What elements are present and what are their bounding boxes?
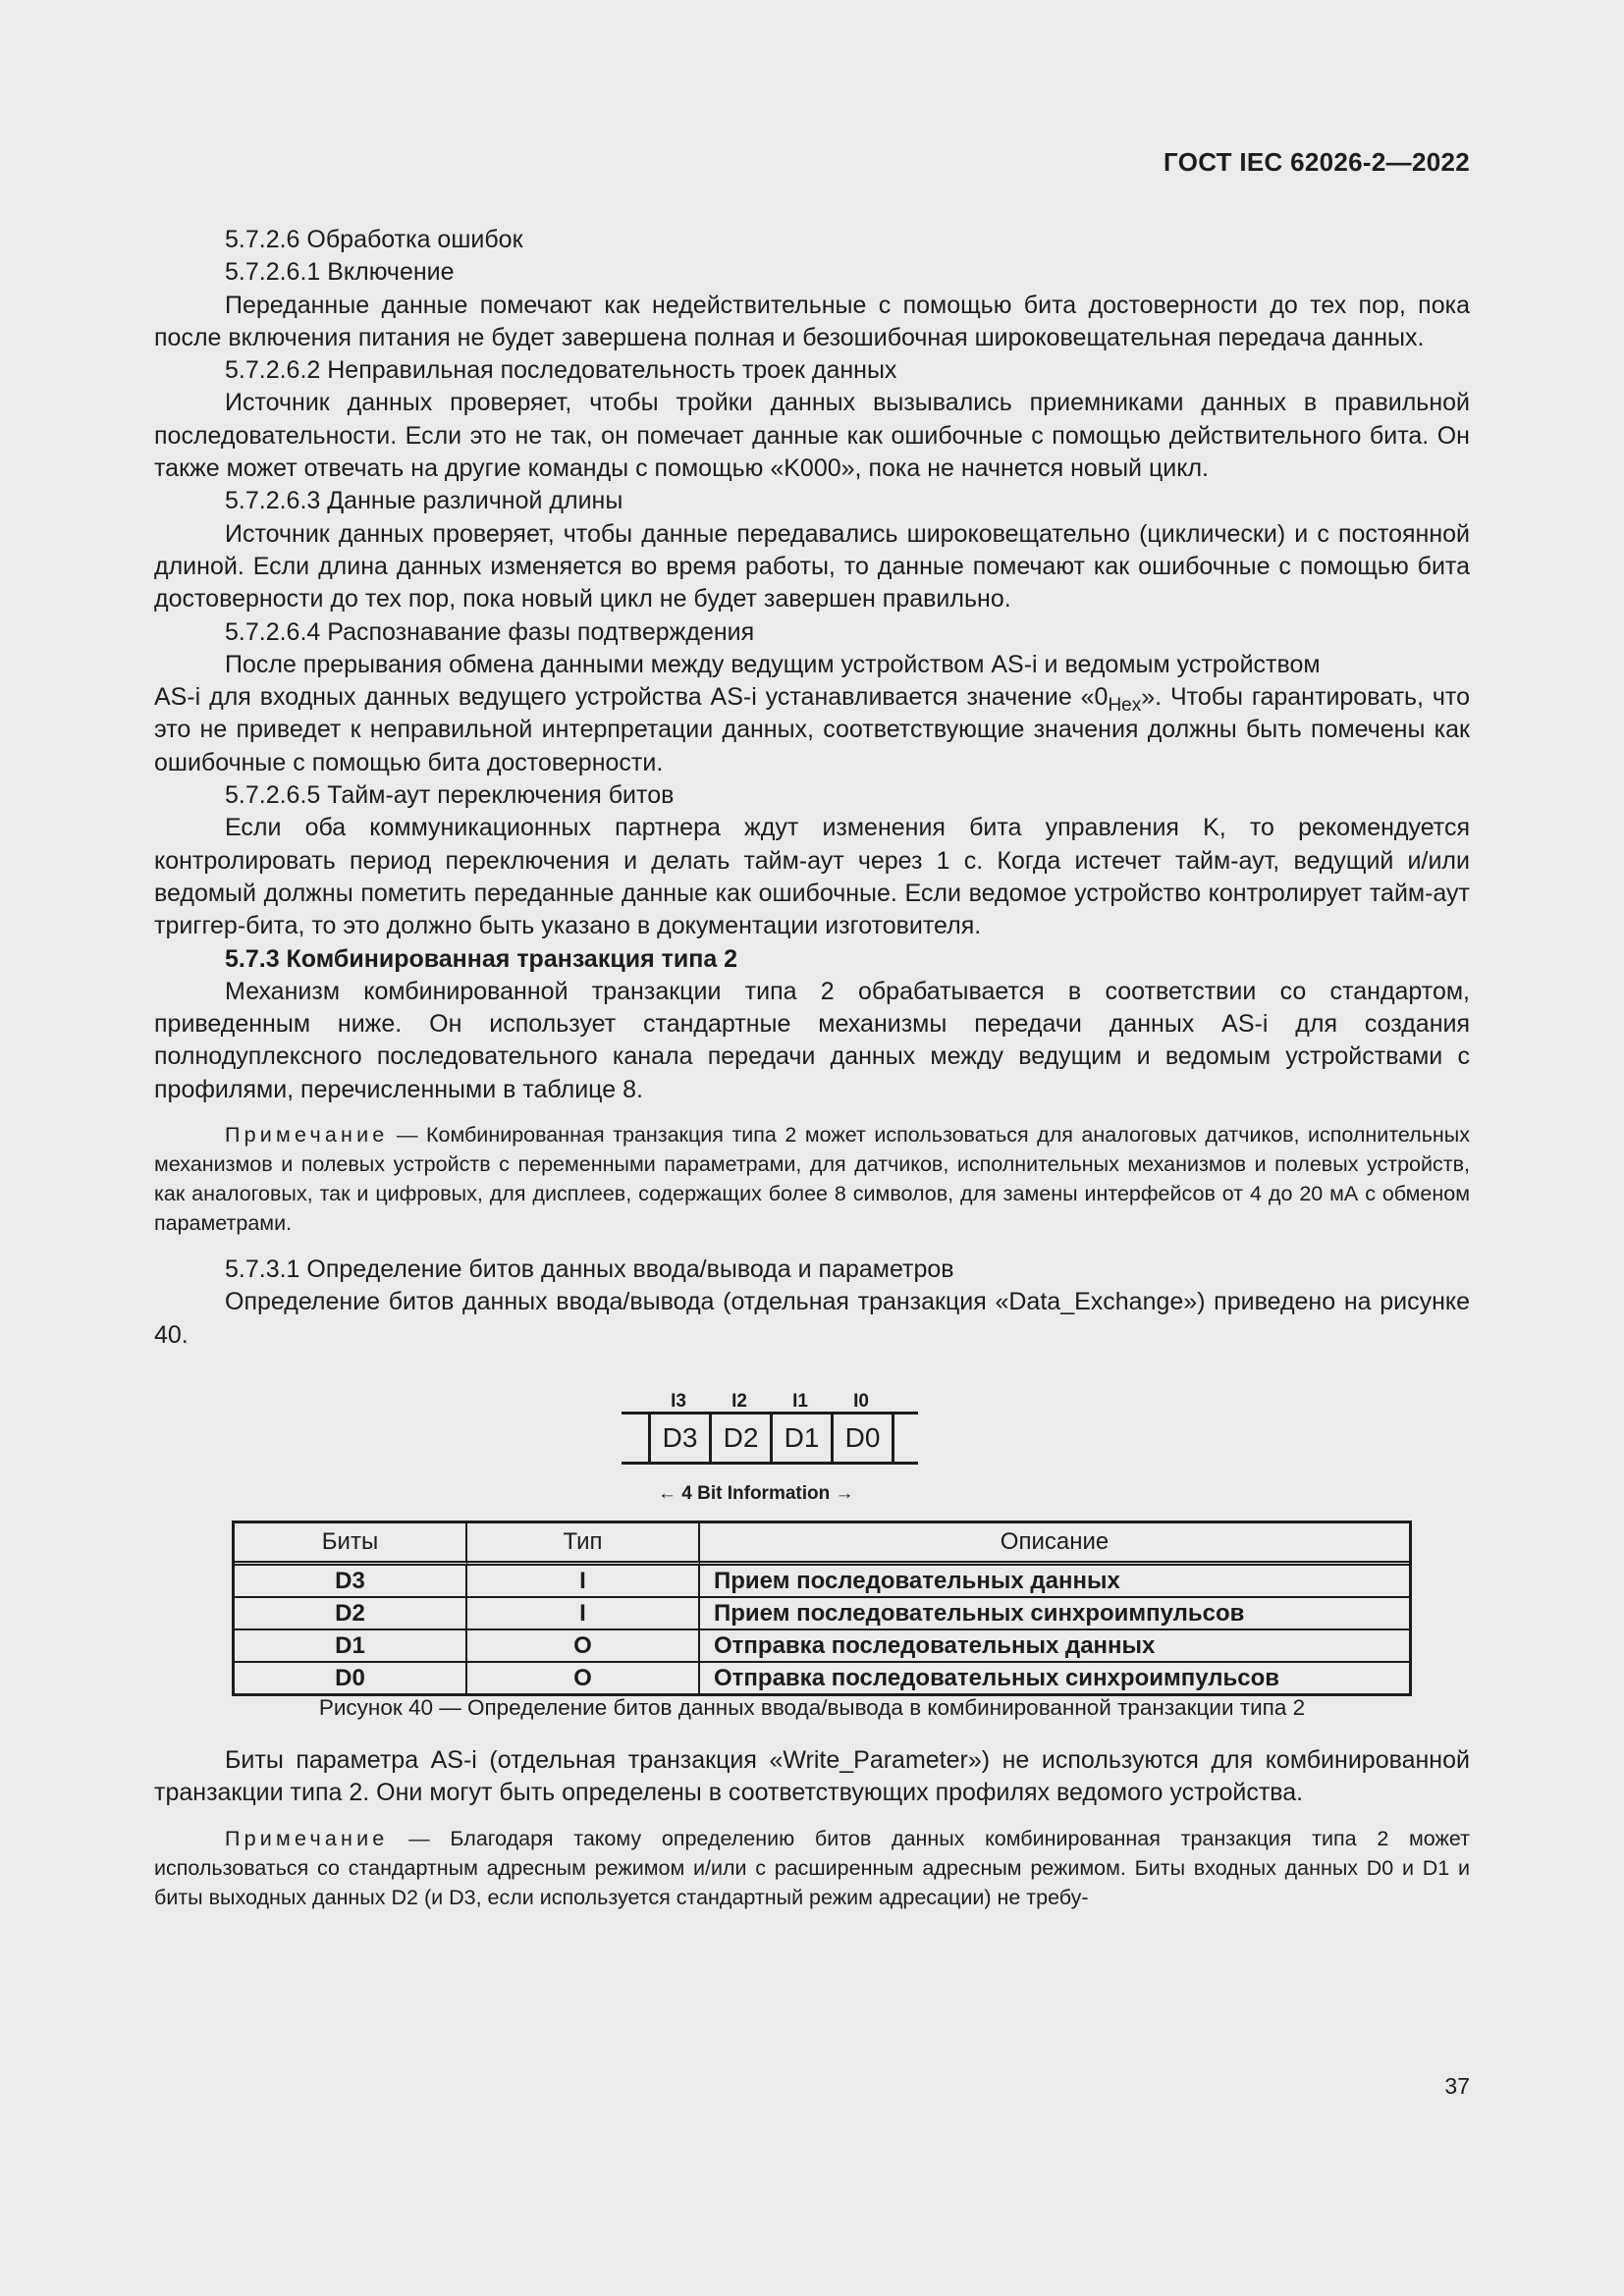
bit-label: I1 [792,1390,808,1412]
table-row [235,1663,1409,1693]
note-text: — Комбинированная транзакция типа 2 может использоваться для аналоговых датчиков, исполнительных механизмов и полевых устройств с переменными параметрами, для датчиков, исполнительных механизмов и полевых устройств, как аналоговых, так и цифровых, для дисплеев, содержащих более 8 символов, для замены интерфейсов от 4 до 20 мА с обменом параметрами. [154,1123,1470,1236]
cell-type: O [467,1663,700,1693]
cell-desc: Прием последовательных данных [700,1566,1409,1598]
paragraph-text: AS-i для входных данных ведущего устройства AS-i устанавливается значение «0 [154,683,1109,712]
frame-line [892,1415,894,1462]
paragraph: Если оба коммуникационных партнера ждут изменения бита управления K, то рекомендуется контролировать период переключения и делать тайм-аут через 1 с. Когда истечет тайм-аут, ведущий и/или ведомый должны пометить переданные данные как ошибочные. Если ведомое устройство контролирует тайм-аут триггер-бита, то это должно быть указано в документации изготовителя. [154,814,1470,940]
bit-diagram [154,1371,1470,1504]
bit-cell: D0 [831,1415,892,1462]
cell-bit: D0 [235,1663,467,1693]
section-heading: 5.7.2.6.1 Включение [225,258,455,287]
table-header: Биты [235,1523,467,1566]
paragraph: Источник данных проверяет, чтобы данные передавались широковещательно (циклически) и с постоянной длиной. Если длина данных изменяется во время работы, то данные помечают как ошибочные с помощью бита достоверности до тех пор, пока новый цикл не будет завершен правильно. [154,519,1470,614]
cell-bit: D1 [235,1630,467,1663]
arrow-left-icon: ← [658,1482,677,1504]
cell-desc: Прием последовательных синхроимпульсов [700,1598,1409,1630]
section-heading: 5.7.2.6.2 Неправильная последовательность троек данных [225,356,897,385]
cell-bit: D2 [235,1598,467,1630]
figure-caption: Рисунок 40 — Определение битов данных ввода/вывода в комбинированной транзакции типа 2 [318,1694,1306,1720]
page-number: 37 [1444,2073,1470,2099]
cell-type: O [467,1630,700,1663]
section-heading: 5.7.2.6.3 Данные различной длины [225,487,623,515]
table-header: Описание [700,1523,1409,1566]
paragraph: Источник данных проверяет, чтобы тройки данных вызывались приемниками данных в правильной последовательности. Если это не так, он помечает данные как ошибочные с помощью действительного бита. Он также может отвечать на другие команды с помощью «K000», пока не начнется новый цикл. [154,389,1470,483]
paragraph: Определение битов данных ввода/вывода (отдельная транзакция «Data_Exchange») приведено на рисунке 40. [154,1288,1470,1349]
section-heading: 5.7.2.6.4 Распознавание фазы подтверждения [225,617,755,646]
paragraph: Переданные данные помечают как недействительные с помощью бита достоверности до тех пор, пока после включения питания не будет завершена полная и безошибочная широковещательная передача данных. [154,291,1470,351]
section-heading: 5.7.3.1 Определение битов данных ввода/вывода и параметров [225,1255,954,1284]
note-label: Примечание [225,1826,389,1850]
bit-table [232,1521,1412,1696]
note-label: Примечание [225,1123,389,1148]
bit-cell: D1 [770,1415,831,1462]
section-heading-bold: 5.7.3 Комбинированная транзакция типа 2 [225,944,738,973]
cell-desc: Отправка последовательных данных [700,1630,1409,1663]
bit-cell: D2 [709,1415,770,1462]
table-row [235,1598,1409,1630]
cell-type: I [467,1598,700,1630]
bit-label: I2 [731,1390,747,1412]
cell-type: I [467,1566,700,1598]
frame-line [622,1462,918,1465]
section-heading: 5.7.2.6 Обработка ошибок [225,226,523,253]
paragraph: Механизм комбинированной транзакции типа 2 обрабатывается в соответствии со стандартом, приведенным ниже. Он использует стандартные механизмы передачи данных AS-i для создания полнодуплексного последовательного канала передачи данных между ведущим и ведомым устройствами с профилями, перечисленными в таблице 8. [154,977,1470,1103]
bit-label: I0 [853,1390,869,1412]
paragraph [154,681,1470,779]
bit-info-label [658,1477,854,1510]
paragraph: Биты параметра AS-i (отдельная транзакция «Write_Parameter») не используются для комбинированной транзакции типа 2. Они могут быть определены в соответствующих профилях ведомого устройства. [154,1745,1470,1807]
table-row [235,1630,1409,1663]
figure-40 [154,1371,1470,1736]
paragraph-text: ». Чтобы гарантировать, что это не приведет к неправильной интерпретации данных, соответствующие значения должны быть помечены как ошибочные с помощью бита достоверности. [154,683,1470,776]
bit-label: I3 [671,1390,686,1412]
bit-cell: D3 [648,1415,709,1462]
document-header: ГОСТ IEC 62026-2—2022 [1164,147,1470,177]
cell-desc: Отправка последовательных синхроимпульсов [714,1664,1280,1691]
document-body [154,224,1470,1928]
note [154,1120,1470,1238]
table-header: Тип [467,1523,700,1566]
cell-bit: D3 [235,1566,467,1598]
arrow-right-icon: → [835,1482,854,1504]
paragraph-line: После прерывания обмена данными между ведущим устройством AS-i и ведомым устройством [225,650,1321,678]
section-heading: 5.7.2.6.5 Тайм-аут переключения битов [225,781,675,810]
note [154,1824,1470,1912]
info-text: 4 Bit Information [681,1482,831,1504]
table-row [235,1566,1409,1598]
note-text: — Благодаря такому определению битов данных комбинированная транзакция типа 2 может использоваться со стандартным адресным режимом и/или с расширенным адресным режимом. Биты входных данных D0 и D1 и биты выходных данных D2 (и D3, если используется стандартный режим адресации) не требу- [154,1826,1470,1909]
subscript: Hex [1108,695,1142,717]
